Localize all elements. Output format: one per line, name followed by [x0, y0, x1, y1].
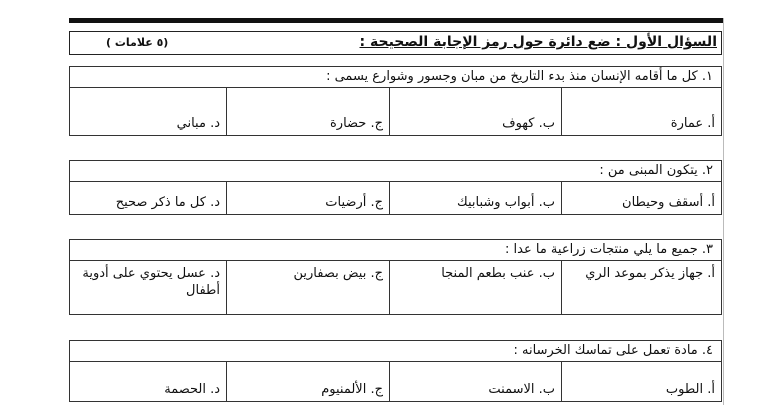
question-3 [69, 239, 722, 315]
option-label: أ. جهاز يذكر بموعد الري [585, 266, 715, 281]
question-2-text: ٢. يتكون المبنى من : [70, 161, 721, 182]
question-1-text: ١. كل ما أقامه الإنسان منذ بدء التاريخ من مبان وجسور وشوارع يسمى : [70, 67, 721, 88]
option-b[interactable] [389, 362, 561, 401]
question-1 [69, 66, 722, 136]
option-label: د. الحصمة [164, 382, 220, 397]
option-d[interactable] [70, 362, 226, 401]
option-d[interactable] [70, 88, 226, 135]
option-label: ج. الألمنيوم [321, 382, 383, 397]
option-label: ب. أبواب وشبابيك [457, 195, 555, 210]
option-label: ج. بيض بصفارين [293, 266, 383, 281]
question-4-options [70, 362, 721, 401]
option-b[interactable] [389, 88, 561, 135]
question-2 [69, 160, 722, 215]
option-a[interactable] [561, 362, 721, 401]
question-2-options [70, 182, 721, 214]
option-a[interactable] [561, 261, 721, 314]
question-header [69, 31, 722, 55]
option-b[interactable] [389, 182, 561, 214]
option-label: ج. أرضيات [325, 195, 383, 210]
option-d[interactable] [70, 261, 226, 314]
option-label: ب. عنب بطعم المنجا [441, 266, 555, 281]
option-c[interactable] [226, 261, 389, 314]
option-c[interactable] [226, 88, 389, 135]
question-3-text: ٣. جميع ما يلي منتجات زراعية ما عدا : [70, 240, 721, 261]
question-1-options [70, 88, 721, 135]
question-title: السؤال الأول : ضع دائرة حول رمز الإجابة الصحيحة : [359, 34, 717, 50]
option-c[interactable] [226, 182, 389, 214]
option-a[interactable] [561, 182, 721, 214]
option-label: ب. كهوف [502, 116, 555, 131]
option-a[interactable] [561, 88, 721, 135]
option-label: ب. الاسمنت [488, 382, 555, 397]
option-c[interactable] [226, 362, 389, 401]
page-margin-line [723, 18, 724, 405]
question-3-options [70, 261, 721, 314]
question-4-text: ٤. مادة تعمل على تماسك الخرسانه : [70, 341, 721, 362]
option-label: د. كل ما ذكر صحيح [115, 195, 220, 210]
question-4 [69, 340, 722, 402]
option-label: أ. الطوب [665, 382, 715, 397]
option-label: أ. أسقف وحيطان [622, 195, 715, 210]
option-d[interactable] [70, 182, 226, 214]
option-label: د. عسل يحتوي على أدوية أطفال [82, 266, 220, 298]
option-label: ج. حضارة [329, 116, 383, 131]
option-label: أ. عمارة [670, 116, 715, 131]
top-rule [69, 18, 723, 23]
marks-label: (٥ علامات ) [106, 36, 169, 49]
option-b[interactable] [389, 261, 561, 314]
option-label: د. مباني [176, 116, 220, 131]
